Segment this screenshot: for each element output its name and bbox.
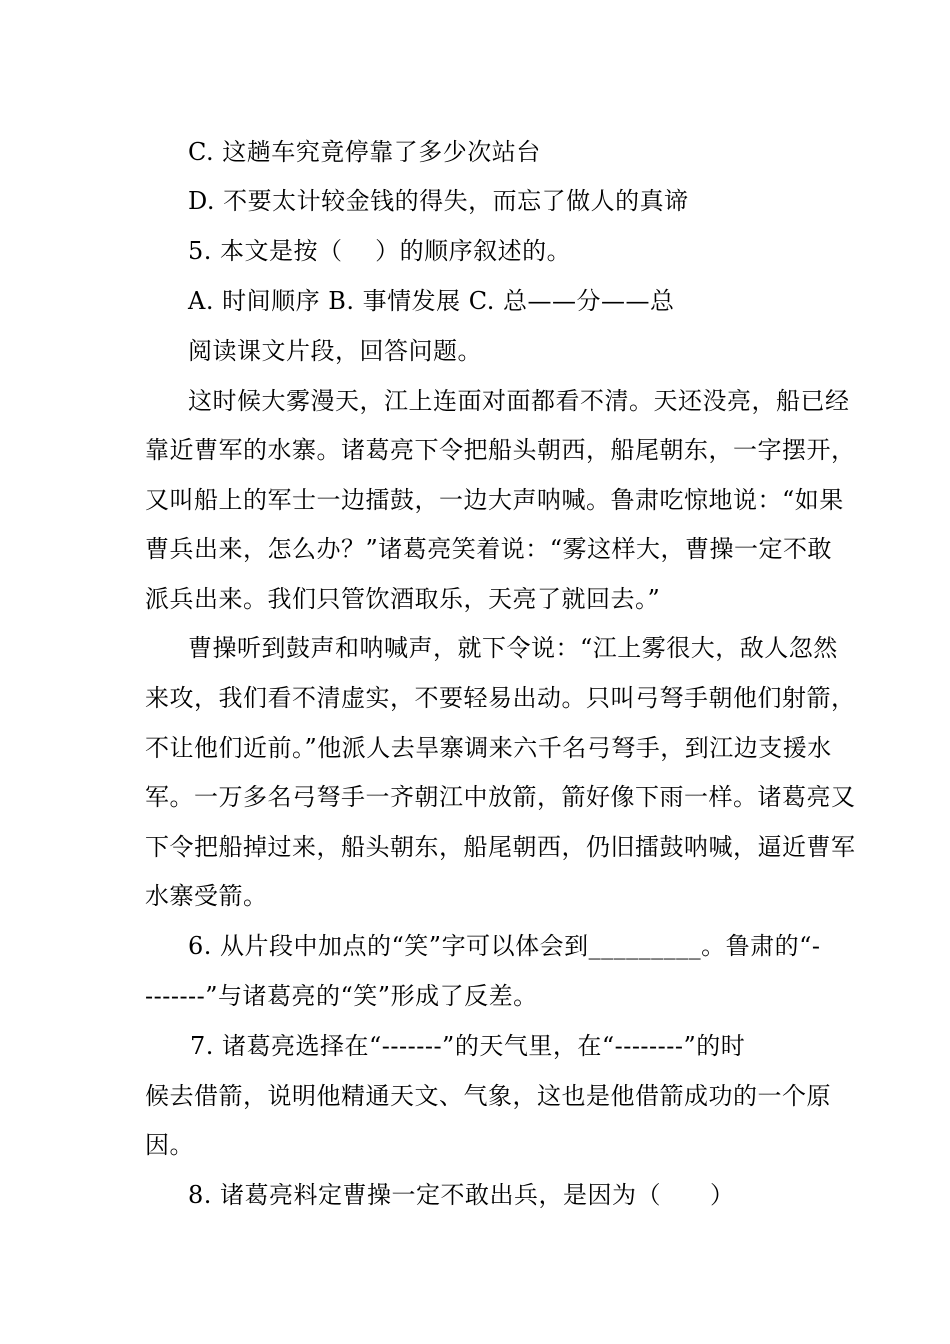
passage-line: 这时候大雾漫天，江上连面对面都看不清。天还没亮，船已经 xyxy=(188,387,850,415)
passage-line: 曹操听到鼓声和呐喊声，就下令说：“江上雾很大，敌人忽然 xyxy=(188,634,838,662)
question-5-options: A. 时间顺序 B. 事情发展 C. 总——分——总 xyxy=(188,287,675,315)
question-6-text: 6. 从片段中加点的“笑”字可以体会到_________。鲁肃的“- xyxy=(188,932,821,960)
passage-line: 派兵出来。我们只管饮酒取乐，天亮了就回去。” xyxy=(145,585,661,613)
question-8-text: 8. 诸葛亮料定曹操一定不敢出兵，是因为（ ） xyxy=(188,1181,735,1209)
passage-line: 水寨受箭。 xyxy=(145,882,268,910)
section-instruction: 阅读课文片段，回答问题。 xyxy=(188,337,482,365)
option-c-text: C. 这趟车究竟停靠了多少次站台 xyxy=(188,138,541,166)
question-5-text: 5. 本文是按（ ）的顺序叙述的。 xyxy=(188,237,572,265)
passage-line: 又叫船上的军士一边擂鼓，一边大声呐喊。鲁肃吃惊地说：“如果 xyxy=(145,486,844,514)
question-7-text-cont: 候去借箭，说明他精通天文、气象，这也是他借箭成功的一个原 xyxy=(145,1082,831,1110)
passage-line: 曹兵出来，怎么办？”诸葛亮笑着说：“雾这样大，曹操一定不敢 xyxy=(145,535,833,563)
question-6-text-cont: -------”与诸葛亮的“笑”形成了反差。 xyxy=(145,982,538,1010)
question-7-text-end: 因。 xyxy=(145,1131,194,1159)
question-7-text: 7. 诸葛亮选择在“-------”的天气里，在“--------”的时 xyxy=(190,1032,746,1060)
passage-line: 军。一万多名弓弩手一齐朝江中放箭，箭好像下雨一样。诸葛亮又 xyxy=(145,783,856,811)
option-d-text: D. 不要太计较金钱的得失，而忘了做人的真谛 xyxy=(188,187,689,215)
passage-line: 靠近曹军的水寨。诸葛亮下令把船头朝西，船尾朝东，一字摆开， xyxy=(145,436,856,464)
passage-line: 来攻，我们看不清虚实，不要轻易出动。只叫弓弩手朝他们射箭， xyxy=(145,684,856,712)
passage-line: 不让他们近前。”他派人去旱寨调来六千名弓弩手，到江边支援水 xyxy=(145,734,832,762)
passage-line: 下令把船掉过来，船头朝东，船尾朝西，仍旧擂鼓呐喊，逼近曹军 xyxy=(145,833,856,861)
